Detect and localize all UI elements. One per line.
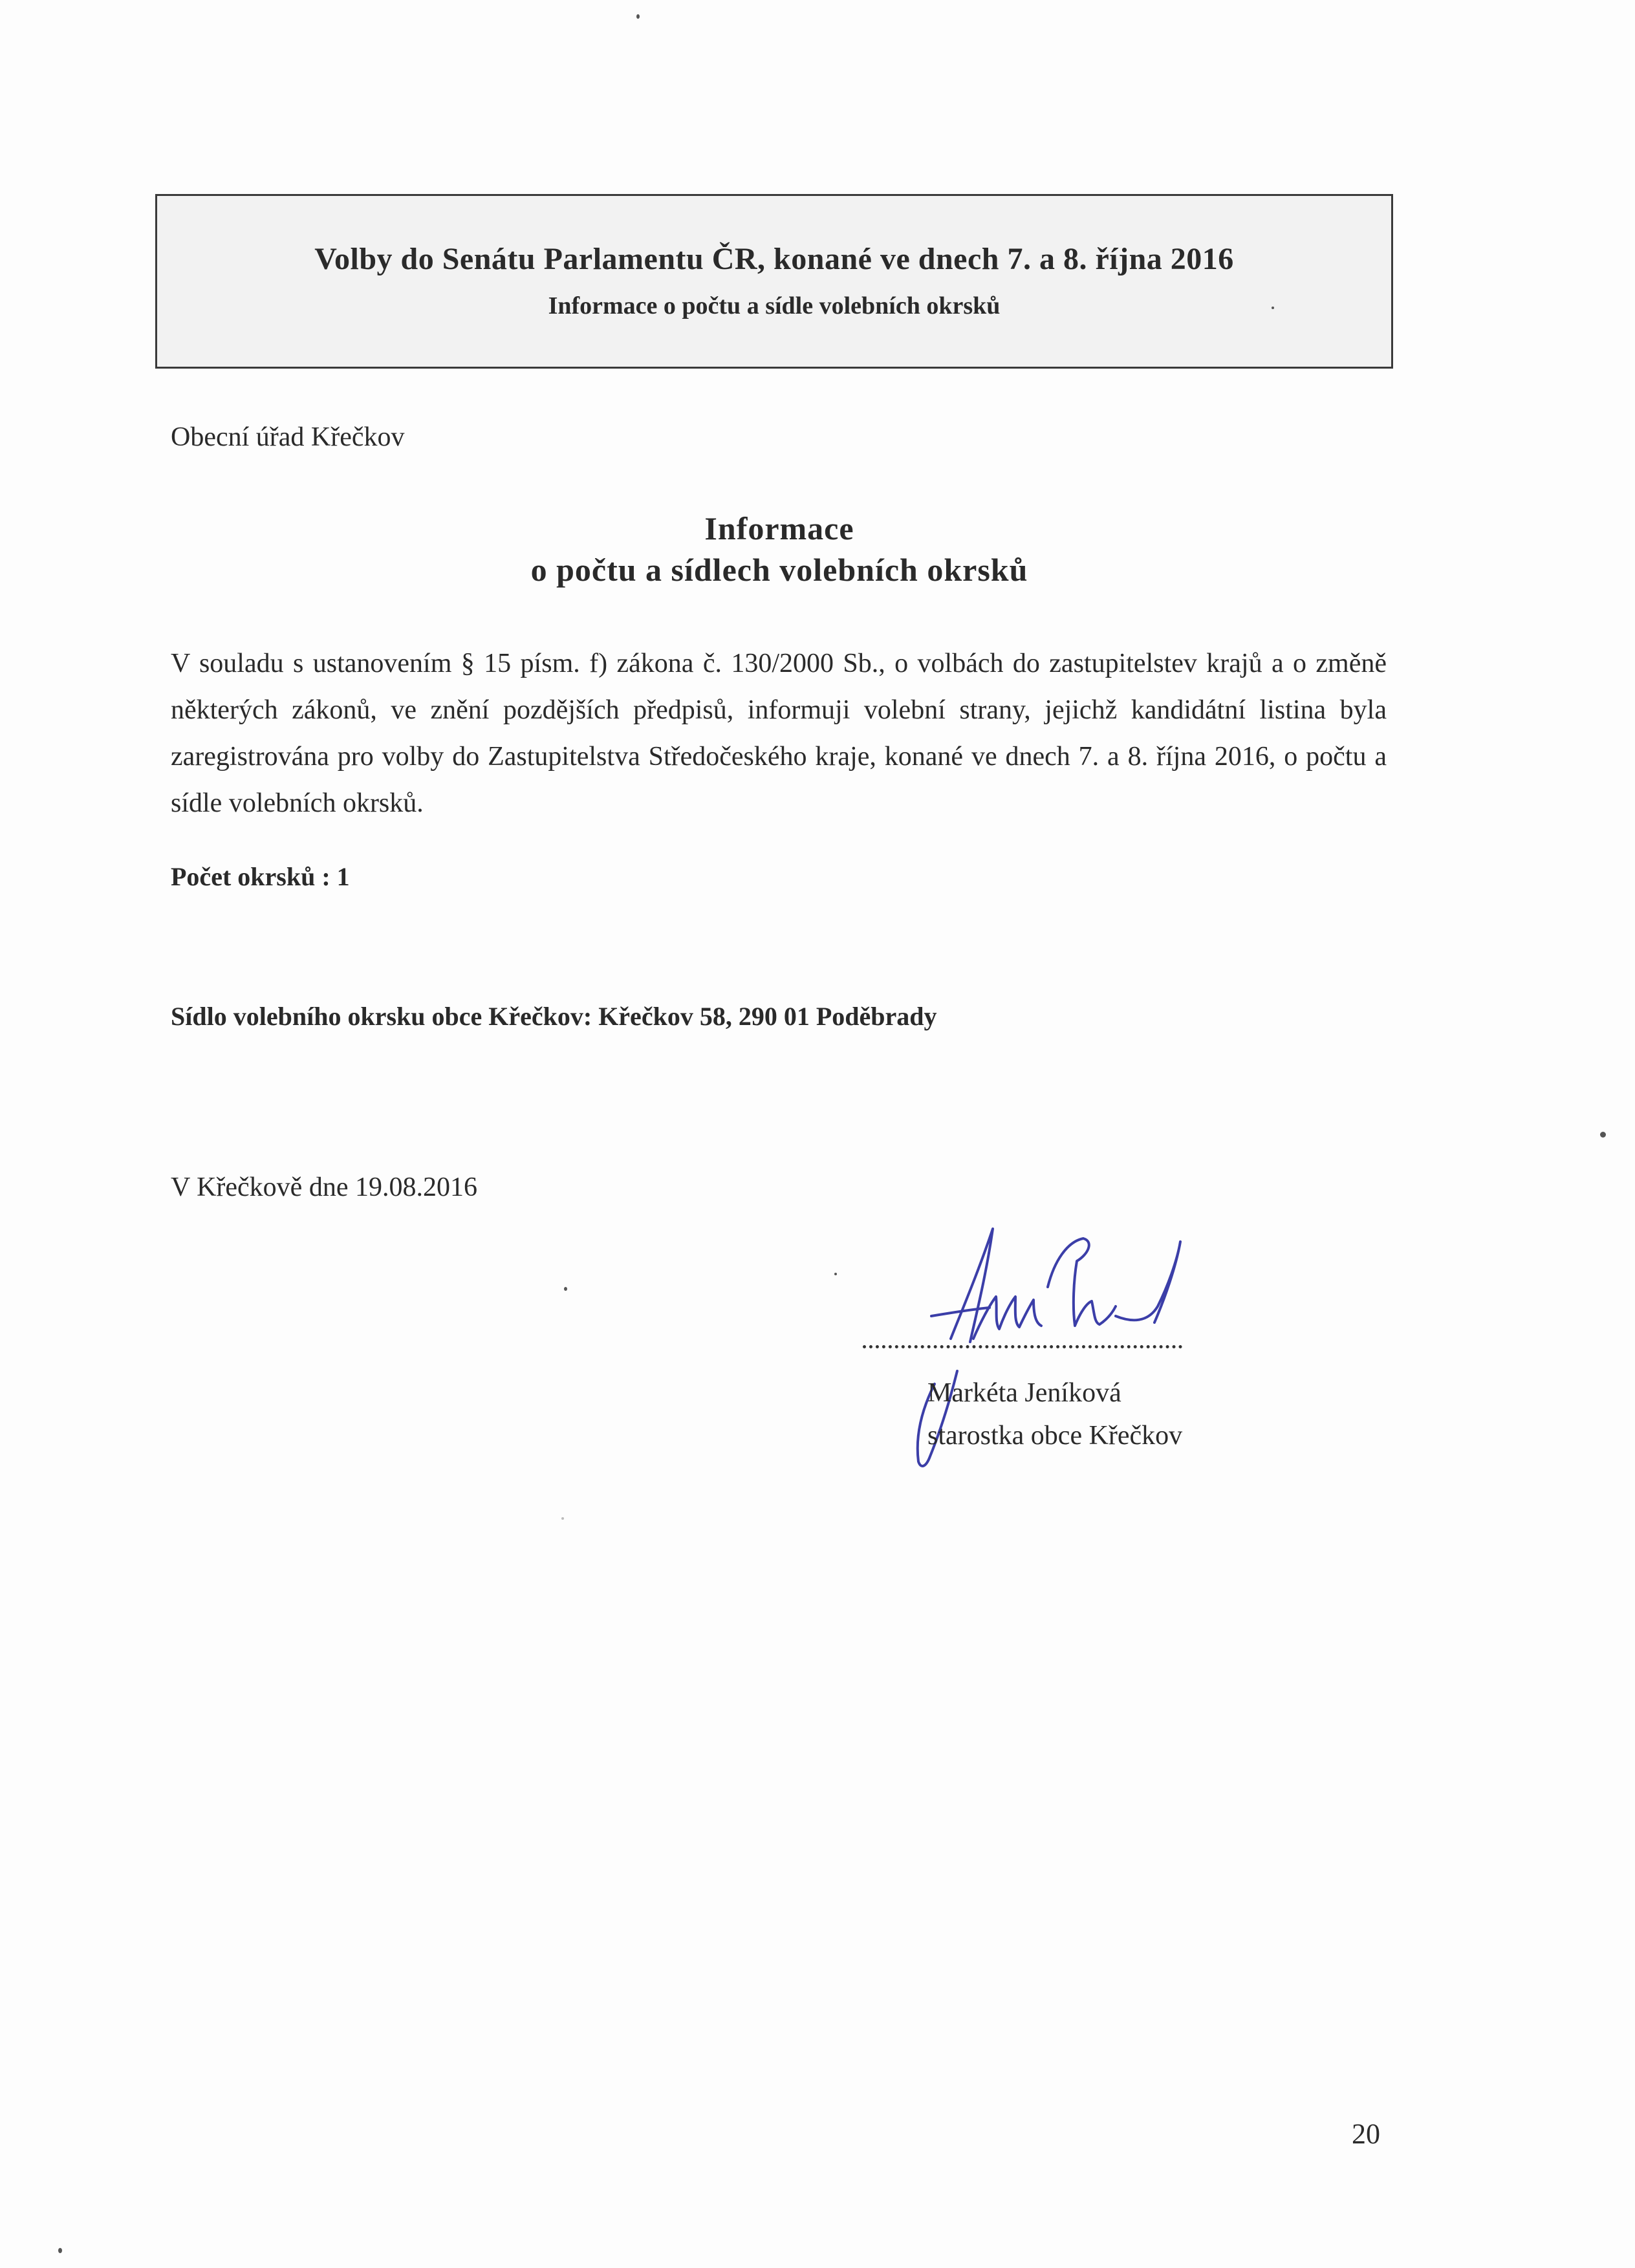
- document-title-line-2: o počtu a sídlech volebních okrsků: [530, 552, 1028, 588]
- signer-role: starostka obce Křečkov: [927, 1421, 1183, 1451]
- scan-speck: [564, 1287, 567, 1291]
- header-box: [155, 194, 1393, 369]
- document-title-line-1: Informace: [704, 510, 854, 546]
- scan-speck: [834, 1273, 837, 1275]
- signature-line: [863, 1345, 1182, 1348]
- office-name: Obecní úřad Křečkov: [171, 422, 405, 452]
- scan-speck: [1600, 1132, 1606, 1138]
- signer-name: Markéta Jeníková: [927, 1378, 1121, 1408]
- page-number: 20: [1352, 2118, 1380, 2150]
- scan-speck: [636, 14, 640, 19]
- place-and-date: V Křečkově dne 19.08.2016: [171, 1172, 477, 1202]
- scan-speck: [561, 1517, 564, 1520]
- scan-speck: [58, 2248, 62, 2253]
- header-title: Volby do Senátu Parlamentu ČR, konané ve dnech 7. a 8. října 2016: [314, 242, 1234, 276]
- district-seat: Sídlo volebního okrsku obce Křečkov: Křečkov 58, 290 01 Poděbrady: [171, 1002, 937, 1031]
- district-count: Počet okrsků : 1: [171, 862, 350, 891]
- body-paragraph: V souladu s ustanovením § 15 písm. f) zákona č. 130/2000 Sb., o volbách do zastupitelstev krajů a o změně některých zákonů, ve znění pozdějších předpisů, informuji volební strany, jejichž kandidátní listina byla zaregistrována pro volby do Zastupitelstva Středočeského kraje, konané ve dnech 7. a 8. října 2016, o počtu a sídle volebních okrsků.: [171, 649, 1387, 818]
- header-subtitle: Informace o počtu a sídle volebních okrsků: [548, 292, 1001, 319]
- scan-speck: [1272, 307, 1274, 309]
